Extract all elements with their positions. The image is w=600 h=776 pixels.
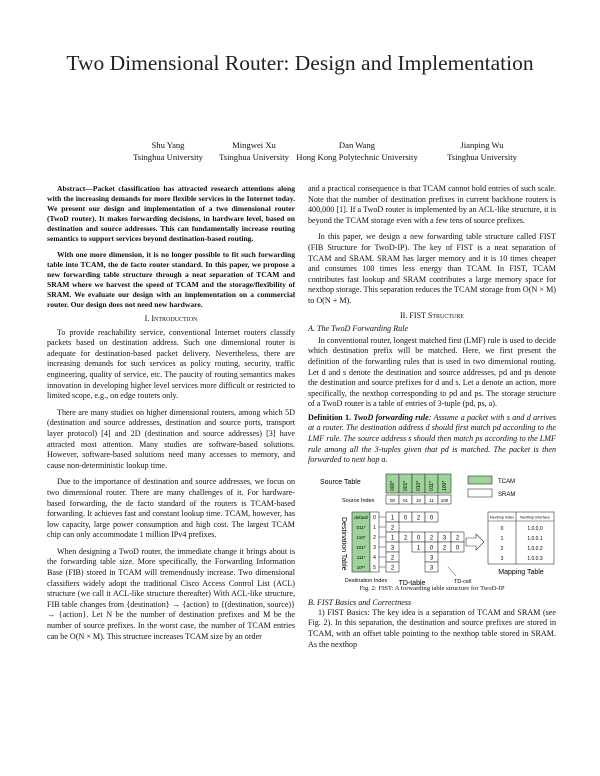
author-affiliation: Tsinghua University <box>219 152 289 162</box>
td-value: 3 <box>390 545 395 552</box>
legend-tcam-swatch <box>468 476 492 484</box>
source-index: 10 <box>415 497 422 503</box>
td-value: 2 <box>416 515 421 522</box>
subsection-a-para: In conventional router, longest matched first (LMF) rule is used to decide which destination prefix will be matched. Here, we first present the definition of the forwarding rules that is used in two dimensional routing. Let d and s denote the destination and source addresses, pd and ps denote the destination and source prefixes for d and s. Let a denote an action, more specifically, the nexthop corresponding to pd and ps. The storage structure of a TwoD router is a table of entries of 3-tuple (pd, ps, a). <box>308 335 556 409</box>
author-4 <box>402 139 562 163</box>
destination-index-column <box>370 512 379 572</box>
mapping-index: 3 <box>500 555 504 562</box>
td-value: 1 <box>416 545 421 552</box>
source-table <box>386 474 451 493</box>
td-value: 2 <box>390 525 395 532</box>
mapping-table-frame <box>488 512 554 564</box>
author-affiliation: Tsinghua University <box>133 152 203 162</box>
author-name: Mingwei Xu <box>232 140 276 150</box>
mapping-header: Nexthop index <box>489 515 515 520</box>
destination-entry: default <box>354 514 368 520</box>
destination-table <box>352 512 379 572</box>
td-value: 0 <box>429 545 434 552</box>
source-entry: 001* <box>403 480 409 491</box>
arrow-to-mapping-icon <box>466 534 484 550</box>
abstract-para-2: With one more dimension, it is no longer possible to fit such forwarding table into TCAM, the de facto router standard. In this paper, we propose a new forwarding table structure through a neat separation of TCAM and SRAM where we harvest the speed of TCAM and the storage/flexibility of SRAM. We evaluate our design with an implementation on a commercial router. Our design does not need new hardware. <box>47 250 295 309</box>
td-table <box>386 512 464 572</box>
td-cell-label: TD-cell <box>454 578 472 585</box>
figure-2 <box>308 472 556 650</box>
author-name: Dan Wang <box>338 140 376 150</box>
td-value: 0 <box>429 515 434 522</box>
td-value: 1 <box>390 515 395 522</box>
paper-title: Two Dimensional Router: Design and Implementation <box>66 51 534 75</box>
subsection-a-heading: A. The TwoD Forwarding Rule <box>308 324 409 334</box>
destination-entry: 011* <box>356 524 366 530</box>
source-index-row <box>386 495 451 504</box>
destination-index: 1 <box>373 524 376 531</box>
td-table-label: TD-table <box>398 579 426 587</box>
td-value: 2 <box>429 535 434 542</box>
destination-entry: 110* <box>356 534 366 540</box>
td-value: 1 <box>390 535 395 542</box>
author-name: Shu Yang <box>151 140 185 150</box>
col2-para-1: and a practical consequence is that TCAM cannot hold entries of such scale. Note that the number of destination prefixes in current backbone routers is 400,000 [1]. If a TwoD router is implemented by an ACL-like structure, it is beyond the TCAM storage even with a few tens of source prefixes. <box>308 184 556 225</box>
subsection-b-para: 1) FIST Basics: The key idea is a separation of TCAM and SRAM (see Fig. 2). In this separation, the destination and source prefixes are stored in TCAM, with an offset table pointing to the nexthop table stored in SRAM. As the nexthop <box>308 607 556 649</box>
destination-index: 3 <box>373 544 376 551</box>
mapping-index: 0 <box>500 525 504 532</box>
destination-table-label: Destination Table <box>340 516 347 571</box>
mapping-interface: 1.0.0.0 <box>527 525 543 532</box>
author-affiliation: Hong Kong Polytechnic University <box>296 152 418 162</box>
mapping-interface: 1.0.0.3 <box>527 555 543 562</box>
col2-para-2: In this paper, we design a new forwarding table structure called FIST (FIB Structure for TwoD-IP). The key of FIST is a neat separation of TCAM and SRAM. SRAM has larger memory and it is 10 times cheaper and consumes 100 times less energy than TCAM. In FIST, TCAM contributes fast lookup and SRAM contributes a large memory space for nexthop storage. This separation reduces the TCAM storage from O(N × M) to O(N + M). <box>308 232 556 305</box>
source-index: 11 <box>429 497 434 503</box>
right-column <box>308 184 556 650</box>
td-cell-pointer <box>448 567 456 576</box>
mapping-table <box>488 512 554 564</box>
destination-entry: 111* <box>356 554 366 560</box>
td-value: 2 <box>390 565 395 572</box>
legend <box>468 476 515 498</box>
dest-to-td-arrows <box>379 517 386 567</box>
source-entry: 011* <box>429 480 435 491</box>
td-value: 2 <box>390 555 395 562</box>
source-entry: 010* <box>416 480 422 491</box>
td-value: 3 <box>429 555 434 562</box>
subsection-b-heading: B. FIST Basics and Correctness <box>308 597 412 607</box>
destination-column <box>352 512 370 572</box>
source-entry: 000* <box>390 480 396 491</box>
author-name: Jianping Wu <box>460 140 504 150</box>
source-table-label: Source Table <box>320 478 361 486</box>
td-value: 0 <box>455 545 460 552</box>
mapping-header: Nexthop interface <box>520 515 550 520</box>
section-1-heading: I. Introduction <box>144 314 198 323</box>
source-index: 00 <box>389 497 396 503</box>
td-value: 3 <box>429 565 434 572</box>
definition-text: : Assume a packet with s and d arrives at a router. The destination address d should first match pd according to the LMF rule. The source address s should then match ps according to the LMF rule among all the 3-tuples given that pd is matched. The packet is then forwarded to next hop a. <box>308 412 557 465</box>
mapping-interface: 1.0.0.1 <box>527 535 543 542</box>
destination-index-label: Destination Index <box>344 577 388 584</box>
destination-index: 0 <box>373 514 376 521</box>
td-value: 0 <box>403 515 408 522</box>
definition-label: Definition 1. <box>308 412 352 422</box>
td-value: 0 <box>416 535 421 542</box>
source-index: 100 <box>440 497 449 503</box>
destination-entry: 101* <box>356 544 366 550</box>
intro-para-2: There are many studies on higher dimensional routers, among which 5D (destination and source addresses, destination and source ports, transport layer protocol) [4] and 2D (destination and source addresses) [3] have attracted most attention. Many studies are software-based solutions. However, software-based solutions need many accesses to memory, and cause non-deterministic lookup time. <box>47 407 295 470</box>
td-value: 2 <box>455 535 460 542</box>
destination-index: 4 <box>373 554 376 561</box>
legend-sram-label: SRAM <box>498 491 516 498</box>
legend-tcam-label: TCAM <box>498 478 515 485</box>
source-index: 01 <box>402 497 409 503</box>
author-affiliation: Tsinghua University <box>447 152 517 162</box>
source-index-label: Source Index <box>342 497 375 504</box>
destination-entry: 10** <box>356 564 366 570</box>
intro-para-4: When designing a TwoD router, the immediate change it brings about is the forwarding table size. More specifically, the Forwarding Information Base (FIB) stored in TCAM will tremendously increase. Two dimensional classifiers widely adopt the traditional Cisco Access Control List (ACL) structure (we call it ACL-like structure thereafter) With ACL-like structure, FIB table changes from {destination} → {action} to {(destination, source)} → {action}. Let N be the number of destination prefixes and M be the number of source prefixes. In the worst case, the number of TCAM entries can be O(N × M). This structure increases TCAM size by an order <box>47 546 295 641</box>
left-column <box>47 184 295 642</box>
intro-para-3: Due to the importance of destination and source addresses, we focus on two dimensional router. There are many challenges of it. For hardware-based forwarding, the de facto standard of the routers is TCAM-based forwarding. It achieves fast and constant lookup time. TCAM, however, has low capacity, large power consumption and high cost. The largest TCAM chip can only accommodate 1 million IPv4 prefixes. <box>47 477 295 540</box>
intro-para-1: To provide reachability service, conventional Internet routers classify packets based on destination address. Such one dimensional router is adequate for destination-based packet delivery. Nevertheless, there are increasing demands for such services as policy routing, security, traffic engineering, quality of service, etc. The paucity of routing semantics makes innovation in developing higher level services more difficult or restricted to limited scope, e.g., on edge routers only. <box>47 327 295 401</box>
mapping-table-label: Mapping Table <box>498 568 544 576</box>
source-entry: 100* <box>442 480 448 491</box>
abstract-para-1: Abstract—Packet classification has attracted research attentions along with the increasing demands for more flexible services in the Internet today. We present our design and implementation of a two dimensional router (TwoD router). It makes forwarding decisions, in hardware level, based on destination and source addresses. This can fundamentally increase routing semantics to support services beyond destination-based routing. <box>47 184 295 243</box>
legend-sram-swatch <box>468 489 492 497</box>
definition-1 <box>308 413 556 466</box>
td-value: 3 <box>442 535 447 542</box>
destination-index: 2 <box>373 534 376 541</box>
td-value: 2 <box>442 545 447 552</box>
definition-name: TwoD forwarding rule <box>353 412 429 422</box>
mapping-interface: 1.0.0.2 <box>527 545 543 552</box>
destination-index: 5 <box>373 564 376 571</box>
mapping-index: 1 <box>500 535 504 542</box>
mapping-index: 2 <box>500 545 504 552</box>
section-2-heading: II. FIST Structure <box>399 310 465 320</box>
td-value: 2 <box>403 535 408 542</box>
figure-caption: Fig. 2: FIST: A forwarding table structure for TwoD-IP <box>359 584 505 592</box>
